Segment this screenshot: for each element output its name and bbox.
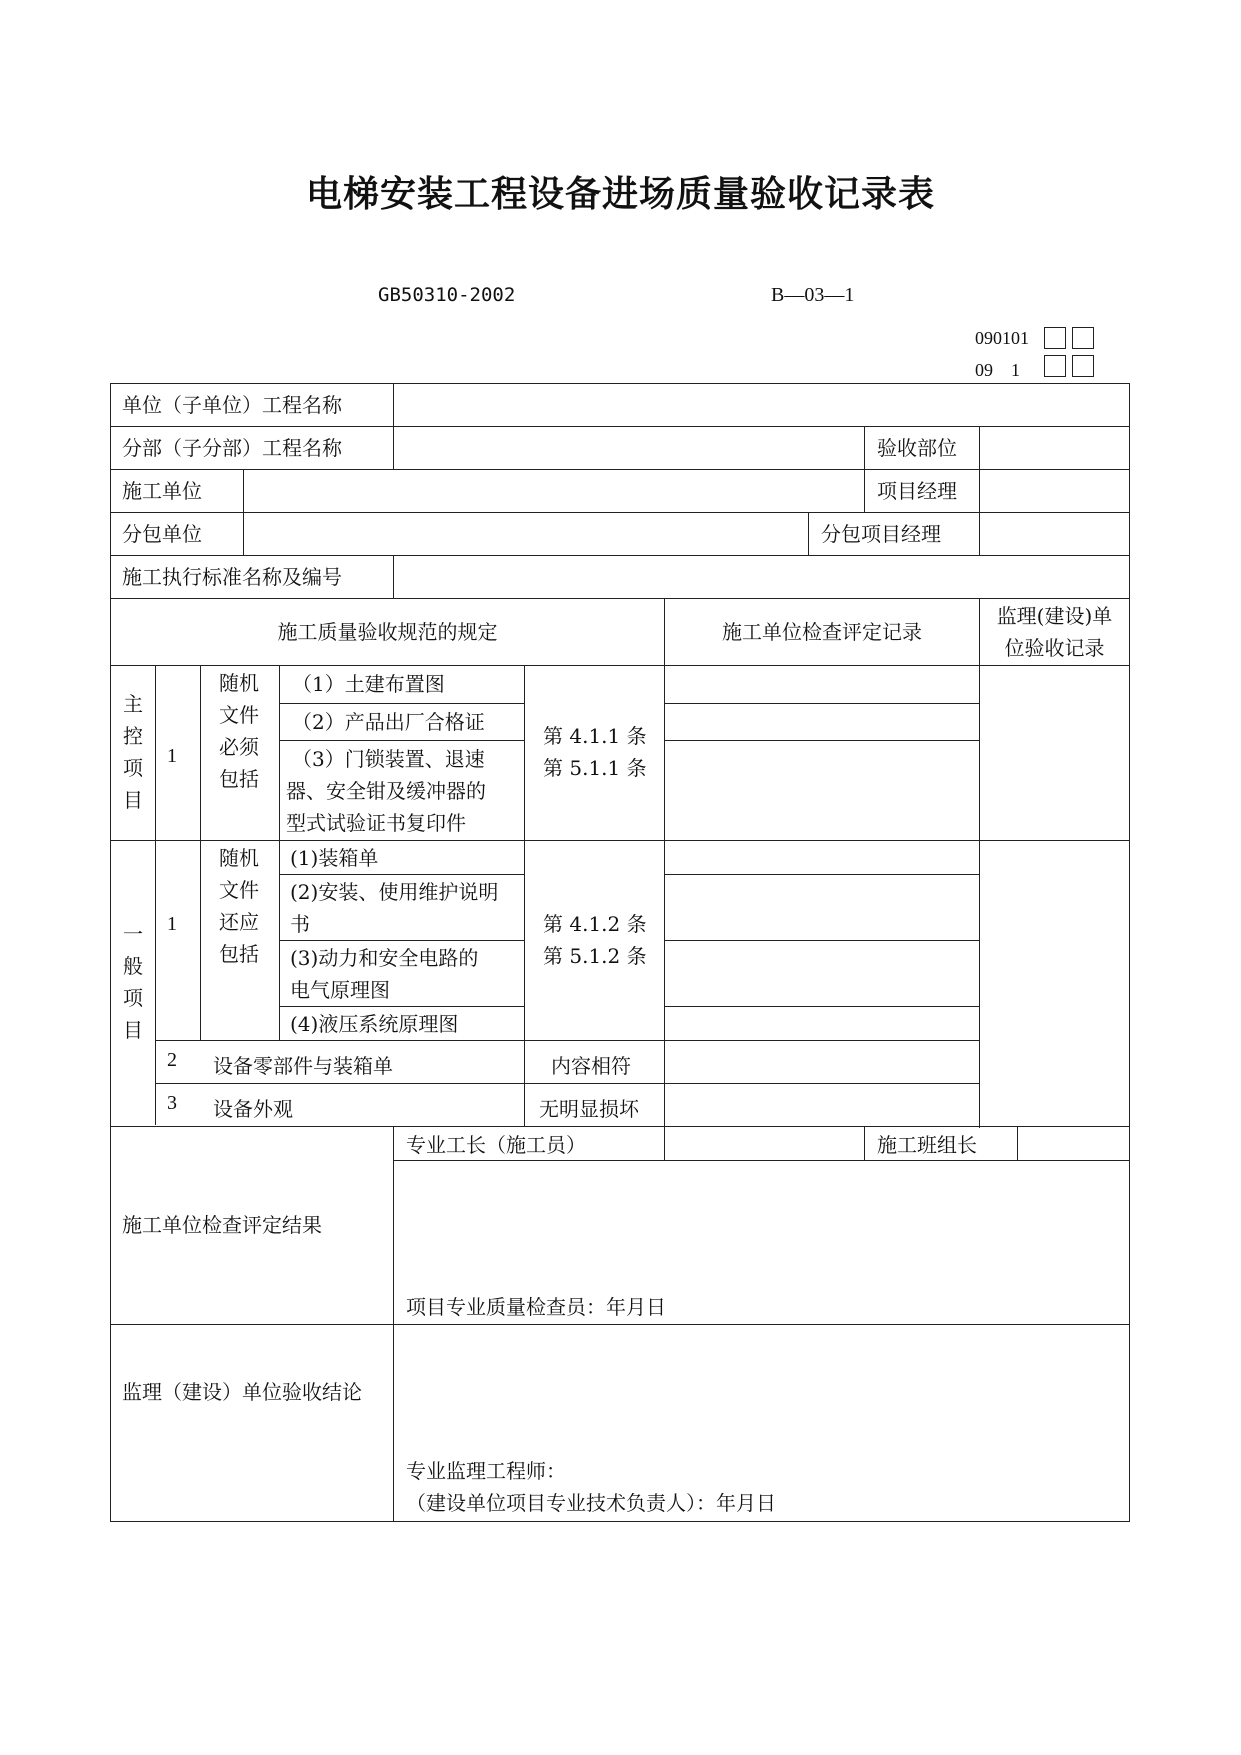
main-clause-1: 第 4.1.1 条 bbox=[543, 724, 647, 748]
construction-unit-field[interactable] bbox=[245, 471, 863, 511]
supervision-engineer-signature: 专业监理工程师： bbox=[406, 1459, 566, 1483]
general-item-4: (4)液压系统原理图 bbox=[290, 1012, 459, 1036]
foreman-field[interactable] bbox=[666, 1128, 863, 1159]
foreman-label: 专业工长（施工员） bbox=[406, 1133, 586, 1157]
general-record-2-field[interactable] bbox=[666, 876, 978, 939]
general-record-5-field[interactable] bbox=[666, 1042, 978, 1082]
project-manager-label: 项目经理 bbox=[877, 479, 957, 503]
main-clause-2: 第 5.1.1 条 bbox=[543, 756, 647, 780]
main-control-category: 主 控 项 目 bbox=[123, 692, 143, 812]
general-item-2-line-1: (2)安装、使用维护说明 bbox=[290, 880, 499, 904]
main-item-3-line-3: 型式试验证书复印件 bbox=[286, 811, 466, 835]
general-category: 一 般 项 目 bbox=[123, 922, 143, 1042]
main-group-label: 随机 文件 必须 包括 bbox=[219, 671, 259, 791]
general-parts-item: 设备零部件与装箱单 bbox=[213, 1054, 393, 1078]
code-box[interactable] bbox=[1044, 355, 1066, 377]
main-record-3-field[interactable] bbox=[666, 742, 978, 839]
team-leader-field[interactable] bbox=[1019, 1128, 1128, 1159]
record-code-line-1: 090101 bbox=[975, 328, 1029, 348]
form-title: 电梯安装工程设备进场质量验收记录表 bbox=[305, 173, 935, 215]
supervision-general-field[interactable] bbox=[981, 842, 1128, 1126]
unit-project-label: 单位（子单位）工程名称 bbox=[122, 393, 342, 417]
record-code-line-2: 09 1 bbox=[975, 360, 1020, 380]
main-record-2-field[interactable] bbox=[666, 705, 978, 739]
general-item-number-3: 3 bbox=[167, 1092, 177, 1114]
supervision-header-line-2: 位验收记录 bbox=[1004, 636, 1105, 660]
general-record-3-field[interactable] bbox=[666, 942, 978, 1005]
main-item-1: （1）土建布置图 bbox=[292, 672, 445, 696]
standard-name-field[interactable] bbox=[395, 557, 1128, 597]
main-item-3-line-2: 器、安全钳及缓冲器的 bbox=[286, 779, 486, 803]
construction-result-field[interactable] bbox=[395, 1162, 1128, 1282]
subcontract-manager-field[interactable] bbox=[981, 514, 1128, 554]
supervision-main-field[interactable] bbox=[981, 667, 1128, 839]
supervision-conclusion-label: 监理（建设）单位验收结论 bbox=[122, 1380, 362, 1404]
inspection-part-field[interactable] bbox=[981, 428, 1128, 468]
standard-code: GB50310-2002 bbox=[378, 284, 516, 306]
general-item-number-2: 2 bbox=[167, 1049, 177, 1071]
supervision-header-line-1: 监理(建设)单 bbox=[996, 604, 1113, 628]
supervision-conclusion-field[interactable] bbox=[395, 1326, 1128, 1456]
general-appearance-clause: 无明显损坏 bbox=[539, 1097, 639, 1121]
sub-project-label: 分部（子分部）工程名称 bbox=[122, 436, 342, 460]
general-clause-2: 第 5.1.2 条 bbox=[543, 944, 647, 968]
general-group-label: 随机 文件 还应 包括 bbox=[219, 846, 259, 966]
subcontract-unit-field[interactable] bbox=[245, 514, 807, 554]
main-item-number: 1 bbox=[167, 745, 177, 767]
form-number: B—03—1 bbox=[771, 284, 855, 306]
standard-name-label: 施工执行标准名称及编号 bbox=[122, 565, 342, 589]
general-item-3-line-2: 电气原理图 bbox=[290, 978, 390, 1002]
sub-project-field[interactable] bbox=[395, 428, 863, 468]
main-record-1-field[interactable] bbox=[666, 667, 978, 702]
construction-unit-label: 施工单位 bbox=[122, 479, 202, 503]
quality-inspector-signature: 项目专业质量检查员：年月日 bbox=[406, 1295, 666, 1319]
unit-project-field[interactable] bbox=[395, 385, 1128, 425]
general-item-3-line-1: (3)动力和安全电路的 bbox=[290, 946, 479, 970]
general-record-1-field[interactable] bbox=[666, 842, 978, 873]
main-item-2: （2）产品出厂合格证 bbox=[292, 710, 485, 734]
general-item-1: (1)装箱单 bbox=[290, 846, 379, 870]
construction-result-label: 施工单位检查评定结果 bbox=[122, 1213, 322, 1237]
owner-representative-signature: （建设单位项目专业技术负责人）：年月日 bbox=[406, 1491, 776, 1515]
inspection-part-label: 验收部位 bbox=[877, 436, 957, 460]
team-leader-label: 施工班组长 bbox=[877, 1133, 977, 1157]
general-clause-1: 第 4.1.2 条 bbox=[543, 912, 647, 936]
subcontract-manager-label: 分包项目经理 bbox=[821, 522, 941, 546]
code-box[interactable] bbox=[1072, 355, 1094, 377]
subcontract-unit-label: 分包单位 bbox=[122, 522, 202, 546]
code-box[interactable] bbox=[1044, 327, 1066, 349]
general-record-6-field[interactable] bbox=[666, 1085, 978, 1125]
code-box[interactable] bbox=[1072, 327, 1094, 349]
general-item-number-1: 1 bbox=[167, 913, 177, 935]
spec-header: 施工质量验收规范的规定 bbox=[277, 620, 498, 644]
check-record-header: 施工单位检查评定记录 bbox=[722, 620, 922, 644]
main-item-3-line-1: （3）门锁装置、退速 bbox=[292, 747, 485, 771]
general-record-4-field[interactable] bbox=[666, 1008, 978, 1039]
general-appearance-item: 设备外观 bbox=[213, 1097, 293, 1121]
project-manager-field[interactable] bbox=[981, 471, 1128, 511]
general-item-2-line-2: 书 bbox=[290, 912, 310, 936]
general-parts-clause: 内容相符 bbox=[551, 1054, 631, 1078]
